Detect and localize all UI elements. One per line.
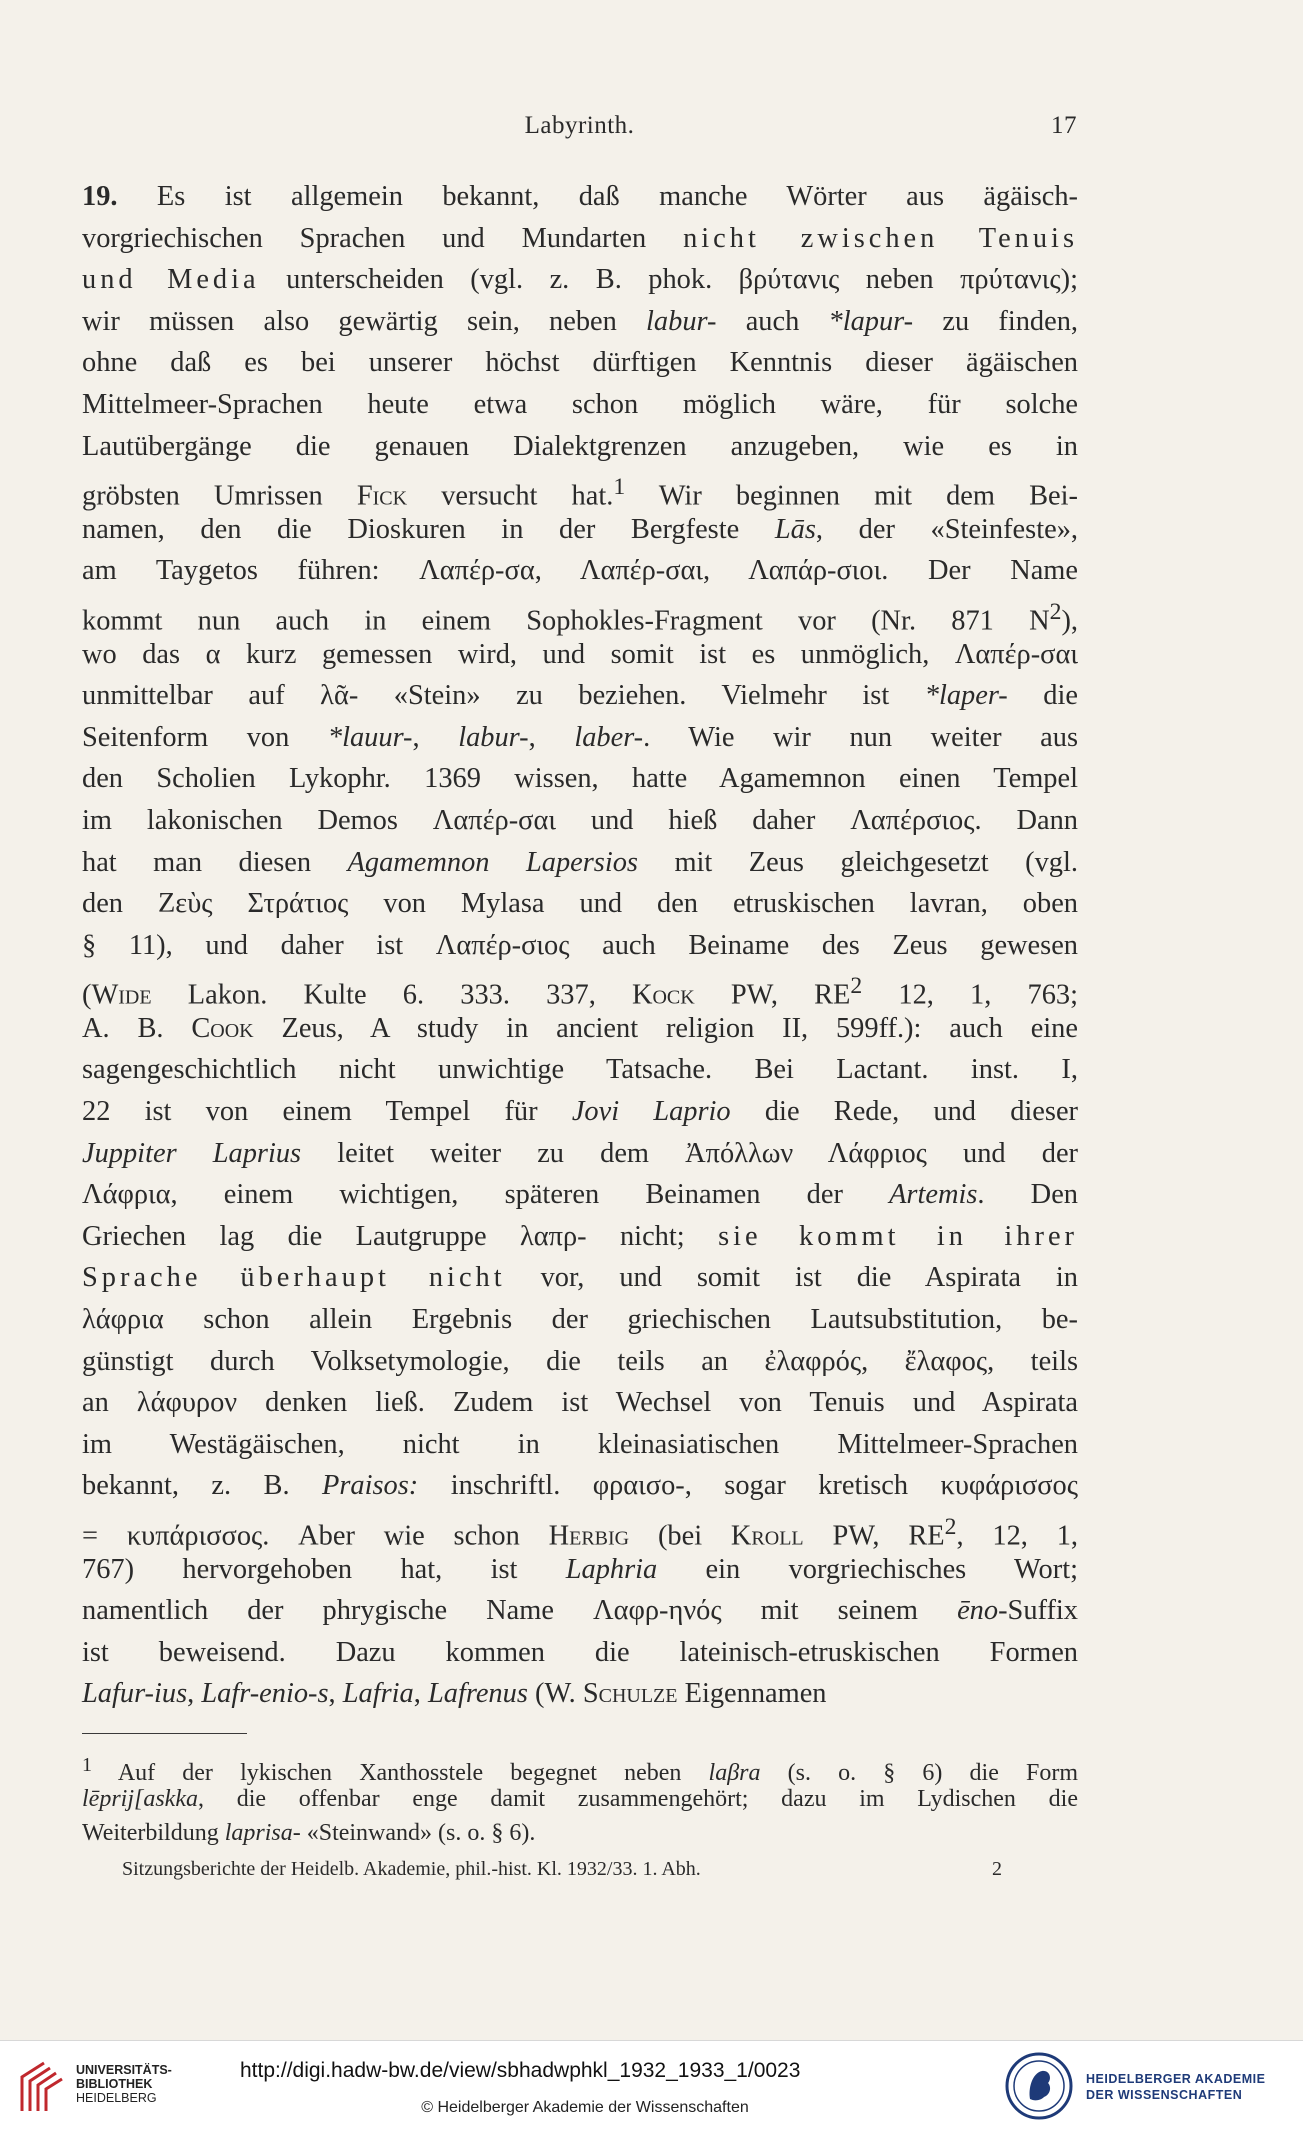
text-line: namentlich der phrygische Name Λαφρ-ηνός mit seinem ēno-Suffix: [82, 1595, 1078, 1627]
text-line: an λάφυρον denken ließ. Zudem ist Wechsel von Tenuis und Aspirata: [82, 1387, 1078, 1419]
text-line: Lafur-ius, Lafr-enio-s, Lafria, Lafrenus (W. Schulze Eigennamen: [82, 1678, 827, 1710]
text-line: (Wide Lakon. Kulte 6. 333. 337, Kock PW, $RE^2$ 12, 1, 763;: [82, 973, 1078, 1011]
text-line: Seitenform von *lauur-, labur-, laber-. Wie wir nun weiter aus: [82, 721, 1078, 753]
text-line: ohne daß es bei unserer höchst dürftigen Kenntnis dieser ägäischen: [82, 347, 1078, 379]
text-line: 767) hervorgehoben hat, ist Laphria ein vorgriechisches Wort;: [82, 1553, 1078, 1585]
text-line: = κυπάρισσος. Aber wie schon Herbig (bei Kroll PW, $RE^2$, 12, 1,: [82, 1514, 1078, 1552]
text-line: den Scholien Lykophr. 1369 wissen, hatte Agamemnon einen Tempel: [82, 763, 1078, 795]
text-line: lēprij[askka, die offenbar enge damit zusammengehört; dazu im Lydischen die: [82, 1786, 1078, 1812]
footnotes: [82, 1733, 1078, 1850]
text-line: 22 ist von einem Tempel für Jovi Laprio die Rede, und dieser: [82, 1096, 1079, 1128]
text-line: Weiterbildung laprisa- «Steinwand» (s. o. § 6).: [82, 1820, 536, 1846]
permalink-url[interactable]: http://digi.hadw-bw.de/view/sbhadwphkl_1932_1933_1/0023: [240, 2059, 801, 2082]
university-library-name: UNIVERSITÄTS- BIBLIOTHEK HEIDELBERG: [76, 2063, 172, 2105]
text-line: wo das α kurz gemessen wird, und somit ist es unmöglich, Λαπέρ-σαι: [82, 638, 1078, 670]
sheet-number: 2: [992, 1858, 1002, 1880]
signature-text: Sitzungsberichte der Heidelb. Akademie, phil.-hist. Kl. 1932/33. 1. Abh.: [122, 1858, 701, 1880]
academy-seal-icon[interactable]: [1004, 2051, 1074, 2121]
page-header: [82, 112, 1077, 152]
text-line: Lautübergänge die genauen Dialektgrenzen anzugeben, wie es in: [82, 430, 1078, 462]
text-line: kommt nun auch in einem Sophokles-Fragment vor (Nr. 871 $N^2$),: [82, 598, 1078, 637]
text-line: namen, den die Dioskuren in der Bergfeste Lās, der «Steinfeste»,: [82, 513, 1078, 545]
text-line: Mittelmeer-Sprachen heute etwa schon möglich wäre, für solche: [82, 388, 1078, 420]
text-line: am Taygetos führen: Λαπέρ-σα, Λαπέρ-σαι, Λαπάρ-σιοι. Der Name: [82, 555, 1078, 587]
text-line: bekannt, z. B. Praisos: inschriftl. φραισο-, sogar kretisch κυφάρισσος: [82, 1470, 1078, 1502]
text-line: Sprache überhaupt nicht vor, und somit ist die Aspirata in: [82, 1262, 1079, 1294]
running-title: Labyrinth.: [524, 112, 635, 139]
text-line: A. B. Cook Zeus, A study in ancient religion II, 599ff.): auch eine: [82, 1012, 1078, 1044]
text-line: und Media unterscheiden (vgl. z. B. phok. βρύτανις neben πρύτανις);: [82, 264, 1078, 296]
body-paragraph: [82, 176, 1078, 1715]
copyright-notice: © Heidelberger Akademie der Wissenschaften: [421, 2099, 749, 2116]
text-line: Griechen lag die Lautgruppe λαπρ- nicht; sie kommt in ihrer: [82, 1220, 1079, 1252]
footnote-rule: [82, 1733, 247, 1734]
text-line: vorgriechischen Sprachen und Mundarten nicht zwischen Tenuis: [82, 222, 1078, 254]
university-library-logo-icon[interactable]: [14, 2055, 72, 2117]
text-line: sagengeschichtlich nicht unwichtige Tatsache. Bei Lactant. inst. I,: [82, 1054, 1078, 1086]
printer-signature: [122, 1857, 1002, 1881]
text-line: günstigt durch Volksetymologie, die teils an ἐλαφρός, ἔλαφος, teils: [82, 1345, 1078, 1377]
text-line: im lakonischen Demos Λαπέρ-σαι und hieß daher Λαπέρσιος. Dann: [82, 804, 1078, 836]
text-line: hat man diesen Agamemnon Lapersios mit Zeus gleichgesetzt (vgl.: [82, 846, 1078, 878]
text-line: gröbsten Umrissen Fick versucht hat.$^1$ Wir beginnen mit dem Bei-: [82, 474, 1078, 512]
text-line: § 11), und daher ist Λαπέρ-σιος auch Beiname des Zeus gewesen: [82, 929, 1078, 961]
text-line: Λάφρια, einem wichtigen, späteren Beinamen der Artemis. Den: [82, 1179, 1078, 1211]
text-line: λάφρια schon allein Ergebnis der griechischen Lautsubstitution, be-: [82, 1304, 1078, 1336]
text-line: den Ζεὺς Στράτιος von Mylasa und den etruskischen lavran, oben: [82, 888, 1078, 920]
text-line: Juppiter Laprius leitet weiter zu dem Ἀπόλλων Λάφριος und der: [82, 1137, 1078, 1169]
text-line: ist beweisend. Dazu kommen die lateinisch-etruskischen Formen: [82, 1636, 1078, 1668]
footnote-1: [82, 1748, 1078, 1850]
page-number: 17: [1051, 112, 1077, 139]
viewer-footer-bar: [0, 2040, 1303, 2132]
text-line: unmittelbar auf λᾶ- «Stein» zu beziehen. Vielmehr ist *laper- die: [82, 680, 1078, 712]
text-line: 19. Es ist allgemein bekannt, daß manche Wörter aus ägäisch-: [82, 181, 1078, 212]
text-line: wir müssen also gewärtig sein, neben labur- auch *lapur- zu finden,: [82, 305, 1078, 337]
text-line: $^1$ Auf der lykischen Xanthosstele begegnet neben laβra (s. o. § 6) die Form: [82, 1754, 1079, 1786]
text-line: im Westägäischen, nicht in kleinasiatischen Mittelmeer-Sprachen: [82, 1428, 1078, 1460]
academy-name: HEIDELBERGER AKADEMIE DER WISSENSCHAFTEN: [1086, 2072, 1266, 2102]
